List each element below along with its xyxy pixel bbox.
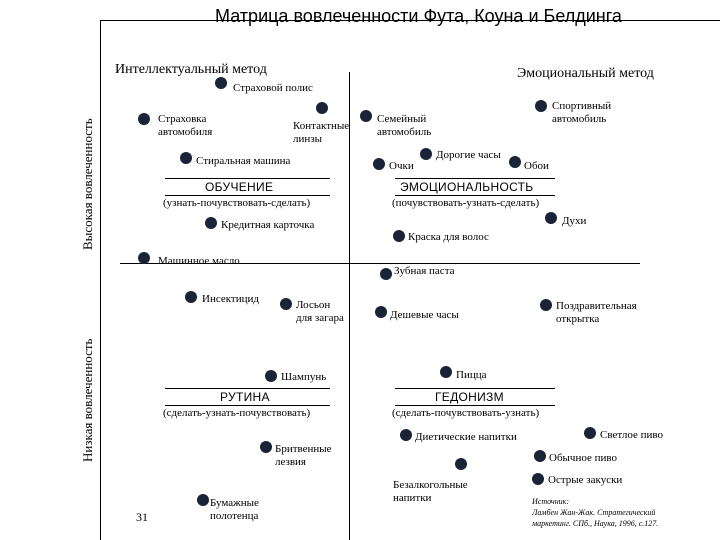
page-number: 31 [136, 510, 148, 524]
product-dot [205, 217, 217, 229]
product-dot [545, 212, 557, 224]
product-dot [265, 370, 277, 382]
product-dot [260, 441, 272, 453]
frame-left-line [100, 20, 101, 540]
product-label: Лосьон для загара [296, 299, 344, 324]
emotional-method-label: Эмоциональный метод [517, 66, 654, 81]
emotion-quadrant-title: ЭМОЦИОНАЛЬНОСТЬ [400, 180, 534, 194]
product-label: Диетические напитки [415, 431, 517, 443]
product-dot [534, 450, 546, 462]
product-label: Шампунь [281, 371, 327, 383]
product-label: Машинное масло [158, 255, 240, 267]
product-dot [540, 299, 552, 311]
product-label: Духи [562, 215, 587, 227]
product-label: Контактные линзы [293, 120, 350, 145]
emotion-quadrant-subtitle: (почувствовать-узнать-сделать) [392, 197, 540, 209]
product-label: Светлое пиво [600, 429, 664, 441]
product-label: Страховка автомобиля [158, 113, 213, 138]
learning-quadrant-subtitle: (узнать-почувствовать-сделать) [163, 197, 311, 209]
product-label: Пицца [456, 369, 487, 381]
product-dot [197, 494, 209, 506]
product-label: Очки [389, 160, 414, 172]
product-label: Бритвенные лезвия [275, 443, 332, 468]
product-label: Обои [524, 160, 549, 172]
product-dot [280, 298, 292, 310]
product-dot [360, 110, 372, 122]
product-dot [535, 100, 547, 112]
product-label: Кредитная карточка [221, 219, 315, 231]
product-label: Бумажные полотенца [210, 497, 259, 522]
product-label: Поздравительная открытка [556, 300, 637, 325]
diagram-title: Матрица вовлеченности Фута, Коуна и Белдинга [215, 6, 622, 26]
source-note: Источник: Ламбен Жан-Жак. Стратегический маркетинг. СПб., Наука, 1996, с.127. [532, 497, 659, 528]
hedonism-quadrant-subtitle: (сделать-почувствовать-узнать) [392, 407, 540, 419]
product-dot [380, 268, 392, 280]
product-dot [138, 113, 150, 125]
product-label: Спортивный автомобиль [552, 100, 612, 125]
product-dot [373, 158, 385, 170]
product-dot [455, 458, 467, 470]
product-dot [532, 473, 544, 485]
routine-quadrant-subtitle: (сделать-узнать-почувствовать) [163, 407, 311, 419]
product-label: Обычное пиво [549, 452, 618, 464]
product-label: Острые закуски [548, 474, 623, 486]
product-dot [440, 366, 452, 378]
product-dot [138, 252, 150, 264]
product-dot [185, 291, 197, 303]
product-label: Краска для волос [408, 231, 489, 243]
hedonism-quadrant-title: ГЕДОНИЗМ [435, 390, 504, 404]
product-label: Дорогие часы [436, 149, 501, 161]
product-dot [420, 148, 432, 160]
product-dot [509, 156, 521, 168]
product-label: Семейный автомобиль [377, 113, 432, 138]
product-label: Безалкогольные напитки [393, 479, 468, 504]
product-label: Инсектицид [202, 293, 259, 305]
learning-quadrant-title: ОБУЧЕНИЕ [205, 180, 274, 194]
product-dot [584, 427, 596, 439]
low-involvement-label: Низкая вовлеченность [80, 338, 95, 462]
product-label: Зубная паста [394, 265, 455, 277]
high-involvement-label: Высокая вовлеченность [80, 118, 95, 250]
product-label: Страховой полис [233, 82, 313, 94]
product-dot [316, 102, 328, 114]
product-dot [375, 306, 387, 318]
product-dot [215, 77, 227, 89]
intellectual-method-label: Интеллектуальный метод [115, 62, 267, 77]
routine-quadrant-title: РУТИНА [220, 390, 270, 404]
product-dot [400, 429, 412, 441]
product-label: Стиральная машина [196, 155, 291, 167]
product-label: Дешевые часы [390, 309, 459, 321]
product-dot [393, 230, 405, 242]
product-dot [180, 152, 192, 164]
